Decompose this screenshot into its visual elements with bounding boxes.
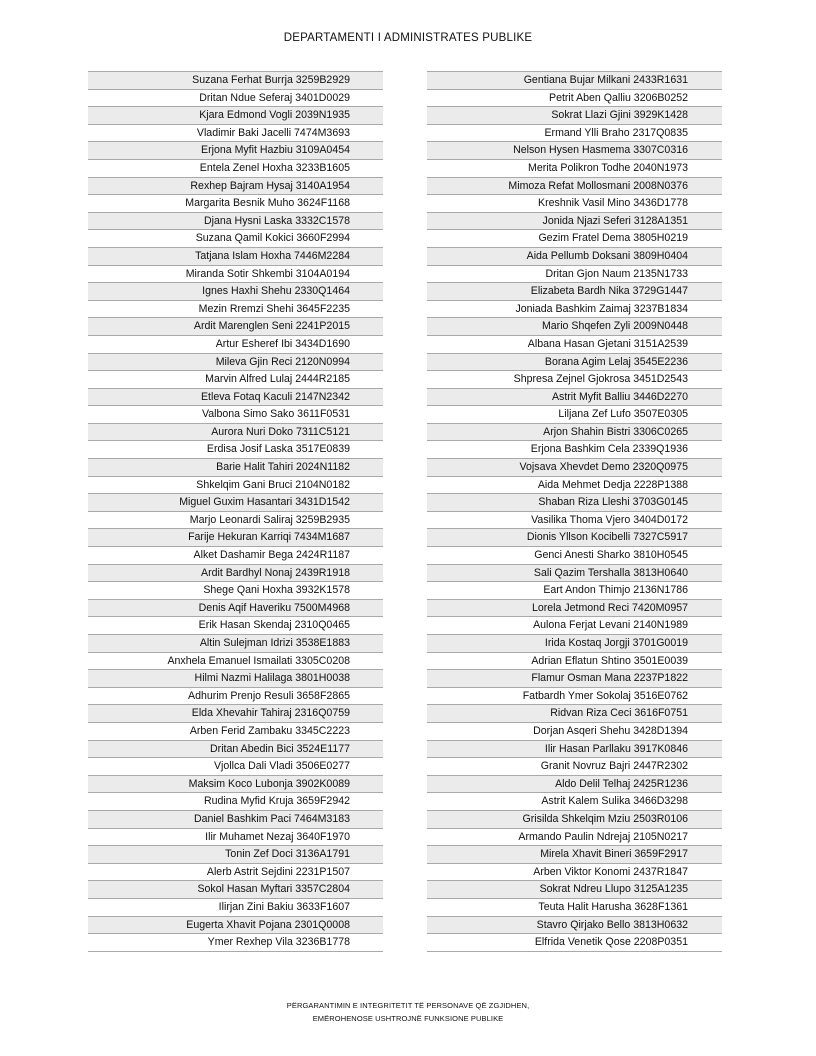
list-item: Aida Mehmet Dedja 2228P1388 bbox=[427, 477, 722, 495]
list-item: Shaban Riza Lleshi 3703G0145 bbox=[427, 494, 722, 512]
list-item: Nelson Hysen Hasmema 3307C0316 bbox=[427, 142, 722, 160]
footer bbox=[0, 999, 816, 1025]
list-item: Erjona Bashkim Cela 2339Q1936 bbox=[427, 441, 722, 459]
list-item: Vladimir Baki Jacelli 7474M3693 bbox=[88, 125, 383, 143]
list-item: Miranda Sotir Shkembi 3104A0194 bbox=[88, 266, 383, 284]
list-item: Alket Dashamir Bega 2424R1187 bbox=[88, 547, 383, 565]
list-item: Ilirjan Zini Bakiu 3633F1607 bbox=[88, 899, 383, 917]
list-item: Astrit Myfit Balliu 3446D2270 bbox=[427, 389, 722, 407]
list-item: Barie Halit Tahiri 2024N1182 bbox=[88, 459, 383, 477]
list-item: Ymer Rexhep Vila 3236B1778 bbox=[88, 934, 383, 952]
list-item: Sokrat Llazi Gjini 3929K1428 bbox=[427, 107, 722, 125]
list-item: Artur Esheref Ibi 3434D1690 bbox=[88, 336, 383, 354]
list-item: Dionis Yllson Kocibelli 7327C5917 bbox=[427, 529, 722, 547]
list-item: Albana Hasan Gjetani 3151A2539 bbox=[427, 336, 722, 354]
list-item: Ilir Muhamet Nezaj 3640F1970 bbox=[88, 829, 383, 847]
list-item: Joniada Bashkim Zaimaj 3237B1834 bbox=[427, 301, 722, 319]
list-item: Djana Hysni Laska 3332C1578 bbox=[88, 213, 383, 231]
list-item: Elda Xhevahir Tahiraj 2316Q0759 bbox=[88, 705, 383, 723]
page-title: DEPARTAMENTI I ADMINISTRATES PUBLIKE bbox=[283, 32, 533, 44]
list-item: Mario Shqefen Zyli 2009N0448 bbox=[427, 318, 722, 336]
list-item: Shkelqim Gani Bruci 2104N0182 bbox=[88, 477, 383, 495]
list-item: Mimoza Refat Mollosmani 2008N0376 bbox=[427, 178, 722, 196]
list-item: Merita Polikron Todhe 2040N1973 bbox=[427, 160, 722, 178]
list-item: Granit Novruz Bajri 2447R2302 bbox=[427, 758, 722, 776]
list-item: Erdisa Josif Laska 3517E0839 bbox=[88, 441, 383, 459]
list-item: Hilmi Nazmi Halilaga 3801H0038 bbox=[88, 670, 383, 688]
list-item: Ermand Ylli Braho 2317Q0835 bbox=[427, 125, 722, 143]
list-item: Marjo Leonardi Saliraj 3259B2935 bbox=[88, 512, 383, 530]
list-item: Genci Anesti Sharko 3810H0545 bbox=[427, 547, 722, 565]
list-item: Jonida Njazi Seferi 3128A1351 bbox=[427, 213, 722, 231]
list-item: Dritan Gjon Naum 2135N1733 bbox=[427, 266, 722, 284]
list-item: Miguel Guxim Hasantari 3431D1542 bbox=[88, 494, 383, 512]
list-item: Rexhep Bajram Hysaj 3140A1954 bbox=[88, 178, 383, 196]
list-item: Erik Hasan Skendaj 2310Q0465 bbox=[88, 617, 383, 635]
list-item: Ignes Haxhi Shehu 2330Q1464 bbox=[88, 283, 383, 301]
list-item: Flamur Osman Mana 2237P1822 bbox=[427, 670, 722, 688]
list-item: Dritan Abedin Bici 3524E1177 bbox=[88, 741, 383, 759]
list-item: Petrit Aben Qalliu 3206B0252 bbox=[427, 90, 722, 108]
footer-line-2: EMËROHENOSE USHTROJNË FUNKSIONE PUBLIKE bbox=[312, 1014, 504, 1023]
left-name-list bbox=[88, 71, 383, 952]
list-item: Arjon Shahin Bistri 3306C0265 bbox=[427, 424, 722, 442]
right-name-list bbox=[427, 71, 722, 952]
list-item: Maksim Koco Lubonja 3902K0089 bbox=[88, 776, 383, 794]
list-item: Ilir Hasan Parllaku 3917K0846 bbox=[427, 741, 722, 759]
list-item: Eugerta Xhavit Pojana 2301Q0008 bbox=[88, 917, 383, 935]
list-item: Anxhela Emanuel Ismailati 3305C0208 bbox=[88, 653, 383, 671]
list-item: Erjona Myfit Hazbiu 3109A0454 bbox=[88, 142, 383, 160]
list-item: Kreshnik Vasil Mino 3436D1778 bbox=[427, 195, 722, 213]
list-item: Lorela Jetmond Reci 7420M0957 bbox=[427, 600, 722, 618]
list-item: Vjollca Dali Vladi 3506E0277 bbox=[88, 758, 383, 776]
list-item: Tatjana Islam Hoxha 7446M2284 bbox=[88, 248, 383, 266]
list-item: Dorjan Asqeri Shehu 3428D1394 bbox=[427, 723, 722, 741]
list-item: Denis Aqif Haveriku 7500M4968 bbox=[88, 600, 383, 618]
list-item: Aida Pellumb Doksani 3809H0404 bbox=[427, 248, 722, 266]
list-item: Tonin Zef Doci 3136A1791 bbox=[88, 846, 383, 864]
list-item: Teuta Halit Harusha 3628F1361 bbox=[427, 899, 722, 917]
list-item: Ardit Bardhyl Nonaj 2439R1918 bbox=[88, 565, 383, 583]
list-item: Kjara Edmond Vogli 2039N1935 bbox=[88, 107, 383, 125]
list-item: Elfrida Venetik Qose 2208P0351 bbox=[427, 934, 722, 952]
list-item: Farije Hekuran Karriqi 7434M1687 bbox=[88, 529, 383, 547]
list-item: Shege Qani Hoxha 3932K1578 bbox=[88, 582, 383, 600]
list-item: Stavro Qirjako Bello 3813H0632 bbox=[427, 917, 722, 935]
list-item: Margarita Besnik Muho 3624F1168 bbox=[88, 195, 383, 213]
list-item: Aldo Delil Telhaj 2425R1236 bbox=[427, 776, 722, 794]
list-item: Suzana Ferhat Burrja 3259B2929 bbox=[88, 72, 383, 90]
list-item: Aulona Ferjat Levani 2140N1989 bbox=[427, 617, 722, 635]
list-item: Astrit Kalem Sulika 3466D3298 bbox=[427, 793, 722, 811]
list-item: Sokrat Ndreu Llupo 3125A1235 bbox=[427, 881, 722, 899]
list-item: Shpresa Zejnel Gjokrosa 3451D2543 bbox=[427, 371, 722, 389]
list-item: Fatbardh Ymer Sokolaj 3516E0762 bbox=[427, 688, 722, 706]
list-item: Dritan Ndue Seferaj 3401D0029 bbox=[88, 90, 383, 108]
footer-line-1: PËRGARANTIMIN E INTEGRITETIT TË PERSONAVE QË ZGJIDHEN, bbox=[286, 1001, 530, 1010]
list-item: Arben Viktor Konomi 2437R1847 bbox=[427, 864, 722, 882]
list-item: Altin Sulejman Idrizi 3538E1883 bbox=[88, 635, 383, 653]
list-item: Gentiana Bujar Milkani 2433R1631 bbox=[427, 72, 722, 90]
list-item: Armando Paulin Ndrejaj 2105N0217 bbox=[427, 829, 722, 847]
list-item: Vasilika Thoma Vjero 3404D0172 bbox=[427, 512, 722, 530]
list-item: Aurora Nuri Doko 7311C5121 bbox=[88, 424, 383, 442]
list-item: Valbona Simo Sako 3611F0531 bbox=[88, 406, 383, 424]
list-item: Liljana Zef Lufo 3507E0305 bbox=[427, 406, 722, 424]
list-item: Entela Zenel Hoxha 3233B1605 bbox=[88, 160, 383, 178]
list-item: Eart Andon Thimjo 2136N1786 bbox=[427, 582, 722, 600]
list-item: Grisilda Shkelqim Mziu 2503R0106 bbox=[427, 811, 722, 829]
list-item: Irida Kostaq Jorgji 3701G0019 bbox=[427, 635, 722, 653]
list-item: Vojsava Xhevdet Demo 2320Q0975 bbox=[427, 459, 722, 477]
list-item: Adrian Eflatun Shtino 3501E0039 bbox=[427, 653, 722, 671]
list-item: Gezim Fratel Dema 3805H0219 bbox=[427, 230, 722, 248]
list-item: Ridvan Riza Ceci 3616F0751 bbox=[427, 705, 722, 723]
list-item: Arben Ferid Zambaku 3345C2223 bbox=[88, 723, 383, 741]
list-item: Etleva Fotaq Kaculi 2147N2342 bbox=[88, 389, 383, 407]
list-item: Mileva Gjin Reci 2120N0994 bbox=[88, 354, 383, 372]
list-item: Ardit Marenglen Seni 2241P2015 bbox=[88, 318, 383, 336]
list-item: Adhurim Prenjo Resuli 3658F2865 bbox=[88, 688, 383, 706]
list-item: Marvin Alfred Lulaj 2444R2185 bbox=[88, 371, 383, 389]
list-item: Elizabeta Bardh Nika 3729G1447 bbox=[427, 283, 722, 301]
list-item: Daniel Bashkim Paci 7464M3183 bbox=[88, 811, 383, 829]
list-item: Borana Agim Lelaj 3545E2236 bbox=[427, 354, 722, 372]
list-item: Rudina Myfid Kruja 3659F2942 bbox=[88, 793, 383, 811]
list-item: Alerb Astrit Sejdini 2231P1507 bbox=[88, 864, 383, 882]
list-item: Sali Qazim Tershalla 3813H0640 bbox=[427, 565, 722, 583]
list-item: Suzana Qamil Kokici 3660F2994 bbox=[88, 230, 383, 248]
list-item: Sokol Hasan Myftari 3357C2804 bbox=[88, 881, 383, 899]
list-item: Mezin Rremzi Shehi 3645F2235 bbox=[88, 301, 383, 319]
list-item: Mirela Xhavit Bineri 3659F2917 bbox=[427, 846, 722, 864]
